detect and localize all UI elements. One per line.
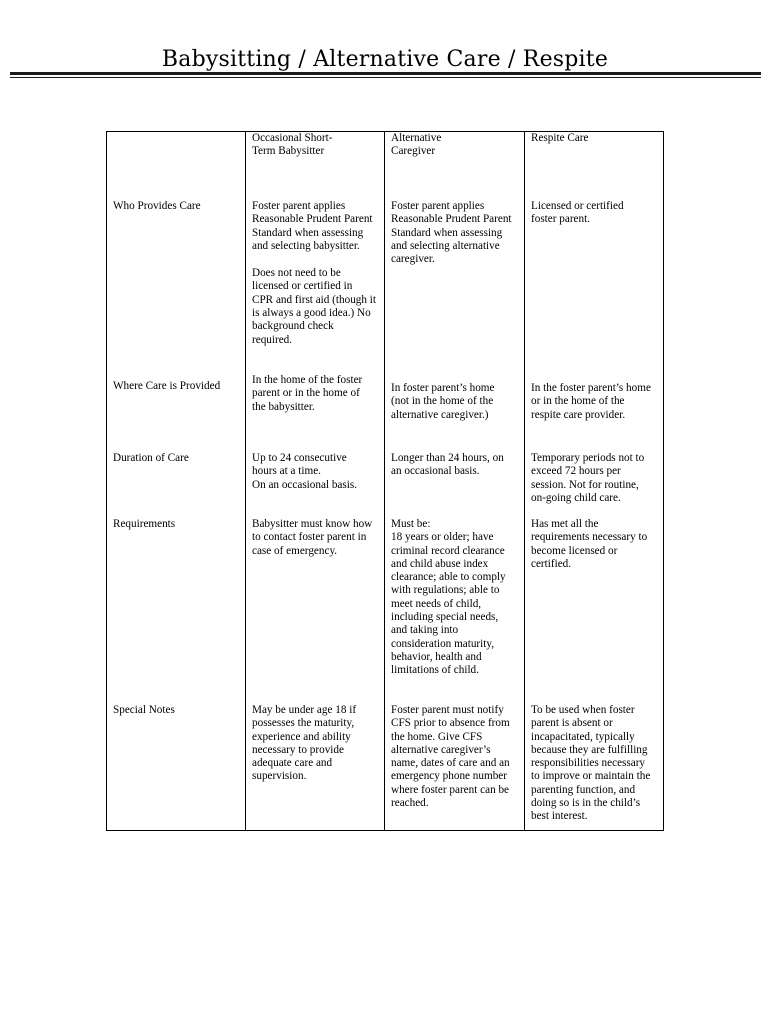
title-rule-thin xyxy=(10,77,761,78)
row-label: Requirements xyxy=(113,518,176,530)
header-respite-care: Respite Care xyxy=(525,132,664,191)
table-row xyxy=(107,518,664,704)
cell-alternative: Longer than 24 hours, on an occasional basis. xyxy=(385,438,525,518)
row-label: Duration of Care xyxy=(113,452,189,464)
cell-babysitter: May be under age 18 if possesses the maturity, experience and ability necessary to provide adequate care and supervision. xyxy=(246,704,385,831)
cell-alternative: Foster parent applies Reasonable Prudent Parent Standard when assessing and selecting alternative caregiver. xyxy=(385,190,525,364)
cell-respite: Has met all the requirements necessary to become licensed or certified. xyxy=(525,518,664,704)
cell-respite: To be used when foster parent is absent or incapacitated, typically because they are fulfilling responsibilities necessary to improve or maintain the parenting function, and doing so is in the child’s best interest. xyxy=(525,704,664,831)
title-rule-thick xyxy=(10,72,761,75)
page-title: Babysitting / Alternative Care / Respite xyxy=(161,47,609,72)
cell-babysitter: Foster parent applies Reasonable Prudent Parent Standard when assessing and selecting babysitter. Does not need to be licensed or certified in CPR and first aid (though it is always a good idea.) No background check required. xyxy=(246,190,385,364)
row-label: Who Provides Care xyxy=(113,200,201,212)
table-row xyxy=(107,190,664,364)
cell-babysitter: Babysitter must know how to contact foster parent in case of emergency. xyxy=(246,518,385,704)
cell-respite: In the foster parent’s home or in the home of the respite care provider. xyxy=(525,364,664,438)
cell-alternative: Foster parent must notify CFS prior to absence from the home. Give CFS alternative caregiver’s name, dates of care and an emergency phone number where foster parent can be reached. xyxy=(385,704,525,831)
cell-alternative: Must be: 18 years or older; have criminal record clearance and child abuse index clearance; able to comply with regulations; able to meet needs of child, including special needs, and taking into consideration maturity, behavior, health and limitations of child. xyxy=(385,518,525,704)
table-row xyxy=(107,364,664,438)
row-label: Special Notes xyxy=(113,704,175,716)
table-row xyxy=(107,438,664,518)
row-label: Where Care is Provided xyxy=(113,380,221,392)
table-header-row xyxy=(107,132,664,191)
care-comparison-table xyxy=(106,131,664,831)
header-corner-cell xyxy=(107,132,246,191)
table-row xyxy=(107,704,664,831)
header-alternative-caregiver: Alternative Caregiver xyxy=(385,132,525,191)
cell-alternative: In foster parent’s home (not in the home of the alternative caregiver.) xyxy=(385,364,525,438)
cell-respite: Licensed or certified foster parent. xyxy=(525,190,664,364)
cell-babysitter: In the home of the foster parent or in the home of the babysitter. xyxy=(246,364,385,438)
cell-respite: Temporary periods not to exceed 72 hours per session. Not for routine, on-going child care. xyxy=(525,438,664,518)
cell-babysitter: Up to 24 consecutive hours at a time. On an occasional basis. xyxy=(246,438,385,518)
header-babysitter: Occasional Short- Term Babysitter xyxy=(246,132,385,191)
